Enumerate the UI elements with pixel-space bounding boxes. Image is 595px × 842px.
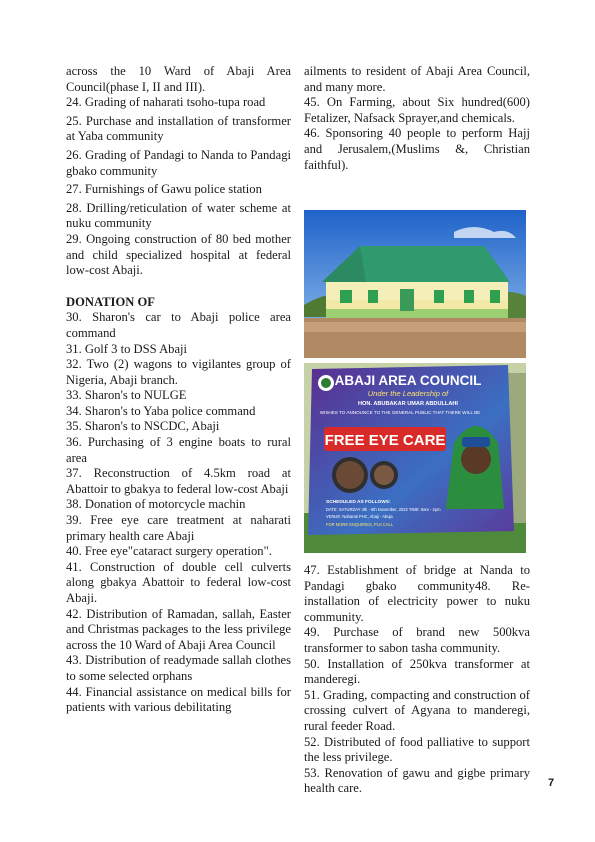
banner-title: ABAJI AREA COUNCIL	[334, 373, 482, 388]
page-number: 7	[548, 777, 555, 789]
list-item: 46. Sponsoring 40 people to perform Hajj and Jerusalem,(Muslims &, Christian faithful).	[304, 126, 530, 172]
banner-subtitle: Under the Leadership of	[367, 389, 449, 398]
list-item: 37. Reconstruction of 4.5km road at Abattoir to gbakya to federal low-cost Abaji	[66, 466, 291, 496]
list-item: 42. Distribution of Ramadan, sallah, Easter and Christmas packages to the less privilege across the 10 Ward of Abaji Area Council	[66, 606, 291, 652]
list-item: 39. Free eye care treatment at naharati primary health care Abaji	[66, 513, 291, 543]
right-text-column-top	[304, 64, 530, 173]
free-eye-care-banner-photo	[304, 363, 526, 553]
list-item: 47. Establishment of bridge at Nanda to Pandagi gbako community48. Re-installation of electricity power to nuku community.	[304, 563, 530, 624]
list-item: 49. Purchase of brand new 500kva transformer to sabon tasha community.	[304, 625, 530, 655]
banner-enquiries: FOR MORE ENQUIRIES, PLS CALL	[326, 522, 394, 527]
list-item: 41. Construction of double cell culverts along gbakya Abattoir to federal low-cost Abaji.	[66, 559, 291, 605]
list-item: 24. Grading of naharati tsoho-tupa road	[66, 95, 266, 110]
list-item: 32. Two (2) wagons to vigilantes group of Nigeria, Abaji branch.	[66, 357, 291, 387]
list-item: 45. On Farming, about Six hundred(600) Fetalizer, Nafsack Sprayer,and chemicals.	[304, 95, 530, 125]
list-item: 30. Sharon's car to Abaji police area command	[66, 310, 291, 340]
list-item: 36. Purchasing of 3 engine boats to rural area	[66, 435, 291, 465]
list-item: 27. Furnishings of Gawu police station	[66, 182, 262, 197]
banner-venue: VENUE: Naharati PHC, Abaji - Abuja	[326, 514, 393, 519]
list-item: 52. Distributed of food palliative to support the less privilege.	[304, 734, 530, 765]
list-item: 34. Sharon's to Yaba police command	[66, 403, 256, 418]
section-heading: DONATION OF	[66, 294, 155, 309]
list-item: 28. Drilling/reticulation of water scheme at nuku community	[66, 200, 291, 231]
paragraph: across the 10 Ward of Abaji Area Council(phase I, II and III).	[66, 64, 291, 94]
list-item: 40. Free eye"cataract surgery operation".	[66, 544, 272, 559]
list-item: 26. Grading of Pandagi to Nanda to Pandagi gbako community	[66, 147, 291, 178]
list-item: 25. Purchase and installation of transformer at Yaba community	[66, 113, 291, 144]
banner-headline: FREE EYE CARE	[324, 432, 446, 449]
list-item: 44. Financial assistance on medical bills for patients with various debilitating	[66, 684, 291, 715]
list-item: 43. Distribution of readymade sallah clothes to some selected orphans	[66, 653, 291, 683]
paragraph: ailments to resident of Abaji Area Council, and many more.	[304, 64, 530, 94]
left-text-column	[66, 64, 291, 716]
list-item: 29. Ongoing construction of 80 bed mother and child specialized hospital at federal low-cost Abaji.	[66, 231, 291, 278]
list-item: 31. Golf 3 to DSS Abaji	[66, 341, 188, 356]
banner-wishes: WISHES TO ANNOUNCE TO THE GENERAL PUBLIC THAT THERE WILL BE	[319, 410, 481, 415]
banner-leader: HON. ABUBAKAR UMAR ABDULLAHI	[358, 401, 458, 407]
list-item: 51. Grading, compacting and construction of crossing culvert of Agyana to manderegi, rural feeder Road.	[304, 687, 530, 733]
list-item: 35. Sharon's to NSCDC, Abaji	[66, 419, 220, 434]
banner-details: DATE: SATURDAY 4th - 6th November, 2022 TIME: 9am - 2pm	[326, 507, 441, 512]
list-item: 53. Renovation of gawu and gigbe primary health care.	[304, 765, 530, 796]
list-item: 33. Sharon's to NULGE	[66, 388, 187, 403]
banner-schedule: SCHEDULED AS FOLLOWS:	[326, 500, 391, 505]
list-item: 38. Donation of motorcycle machin	[66, 497, 246, 512]
building-photo	[304, 210, 526, 358]
list-item: 50. Installation of 250kva transformer at manderegi.	[304, 656, 530, 687]
right-text-column-bottom	[304, 563, 530, 797]
